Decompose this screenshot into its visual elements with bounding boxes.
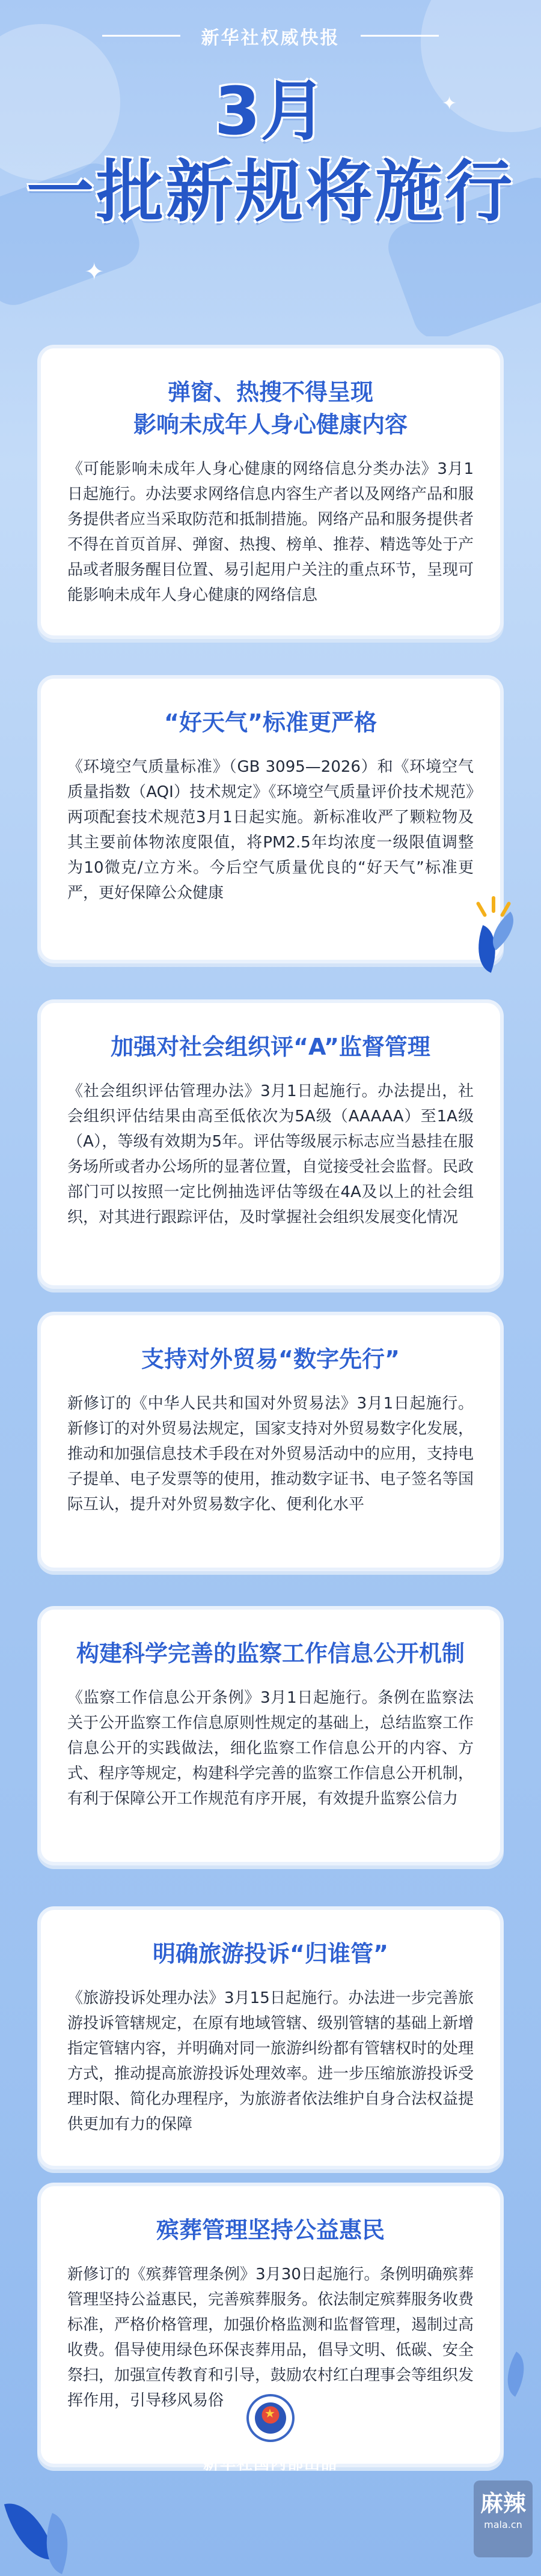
card-body: 《旅游投诉处理办法》3月15日起施行。办法进一步完善旅游投诉管辖规定，在原有地域管辖、级别管辖的基础上新增指定管辖内容，并明确对同一旅游纠纷都有管辖权时的处理方式，推动提高旅游投诉处理效率。进一步压缩旅游投诉受理时限、简化办理程序，为旅游者依法维护自身合法权益提供更加有力的保障 [67, 1989, 474, 2133]
news-card [41, 1910, 500, 2166]
news-card [41, 1003, 500, 1285]
card-body: 《可能影响未成年人身心健康的网络信息分类办法》3月1日起施行。办法要求网络信息内容生产者以及网络产品和服务提供者应当采取防范和抵制措施。网络产品和服务提供者不得在首页首屏、弹窗、热搜、榜单、推荐、精选等处于产品或者服务醒目位置、易引起用户关注的重点环节，呈现可能影响未成年人身心健康的网络信息 [67, 460, 474, 604]
card-title-line: 影响未成年人身心健康内容 [133, 411, 408, 438]
xinhua-logo-icon [249, 2396, 292, 2440]
watermark-badge [474, 2481, 533, 2557]
sparkle-icon: ✦ [84, 258, 105, 286]
card-title: 加强对社会组织评“A”监督管理 [111, 1034, 430, 1060]
card-title: 支持对外贸易“数字先行” [141, 1346, 400, 1372]
header-banner [0, 0, 541, 336]
card-body: 新修订的《殡葬管理条例》3月30日起施行。条例明确殡葬管理坚持公益惠民，完善殡葬服务。依法制定殡葬服务收费标准，严格价格管理，加强价格监测和监督管理，遏制过高收费。倡导使用绿色环保丧葬用品，倡导文明、低碳、安全祭扫，加强宣传教育和引导，鼓励农村红白理事会等组织发挥作用，引导移风易俗 [67, 2265, 474, 2410]
leaf-decoration-icon [497, 2351, 535, 2396]
watermark-main: 麻辣 [480, 2490, 526, 2517]
card-title: “好天气”标准更严格 [164, 709, 377, 736]
footer-credit: 新华社国内部出品 [203, 2455, 338, 2473]
kicker-text: 新华社权威快报 [201, 28, 340, 49]
news-card [41, 679, 500, 960]
news-card [41, 1610, 500, 1862]
card-title-line: 弹窗、热搜不得呈现 [167, 379, 373, 405]
sparkle-icon [492, 896, 495, 913]
card-body: 新修订的《中华人民共和国对外贸易法》3月1日起施行。新修订的对外贸易法规定，国家支持对外贸易数字化发展，推动和加强信息技术手段在对外贸易活动中的应用，支持电子提单、电子发票等的使用，推动数字证书、电子签名等国际互认，提升对外贸易数字化、便利化水平 [67, 1395, 474, 1514]
card-title: 明确旅游投诉“归谁管” [153, 1941, 388, 1967]
watermark-sub: mala.cn [484, 2519, 522, 2530]
page-title-line1: 3月 [214, 73, 327, 150]
card-title: 殡葬管理坚持公益惠民 [156, 2217, 385, 2243]
page-title-line2: 一批新规将施行 [26, 153, 515, 231]
card-title [67, 376, 474, 441]
star-icon: ★ [264, 2406, 275, 2420]
sparkle-icon: ✦ [442, 93, 457, 114]
card-title: 构建科学完善的监察工作信息公开机制 [76, 1640, 465, 1667]
card-body: 《社会组织评估管理办法》3月1日起施行。办法提出，社会组织评估结果由高至低依次为5A级（AAAAA）至1A级（A），等级有效期为5年。评估等级展示标志应当悬挂在服务场所或者办公场所的显著位置，自觉接受社会监督。民政部门可以按照一定比例抽选评估等级在4A及以上的社会组织，对其进行跟踪评估，及时掌握社会组织发展变化情况 [67, 1082, 474, 1226]
news-card [41, 348, 500, 635]
news-card [41, 1315, 500, 1568]
card-body: 《监察工作信息公开条例》3月1日起施行。条例在监察法关于公开监察工作信息原则性规定的基础上，总结监察工作信息公开的实践做法，细化监察工作信息公开的内容、方式、程序等规定，构建科学完善的监察工作信息公开机制，有利于保障公开工作规范有序开展，有效提升监察公信力 [67, 1689, 474, 1808]
card-body: 《环境空气质量标准》（GB 3095—2026）和《环境空气质量指数（AQI）技术规定》《环境空气质量评价技术规范》两项配套技术规范3月1日起实施。新标准收严了颗粒物及其主要前体物浓度限值，将PM2.5年均浓度一级限值调整为10微克/立方米。今后空气质量优良的“好天气”标准更严，更好保障公众健康 [67, 758, 474, 902]
